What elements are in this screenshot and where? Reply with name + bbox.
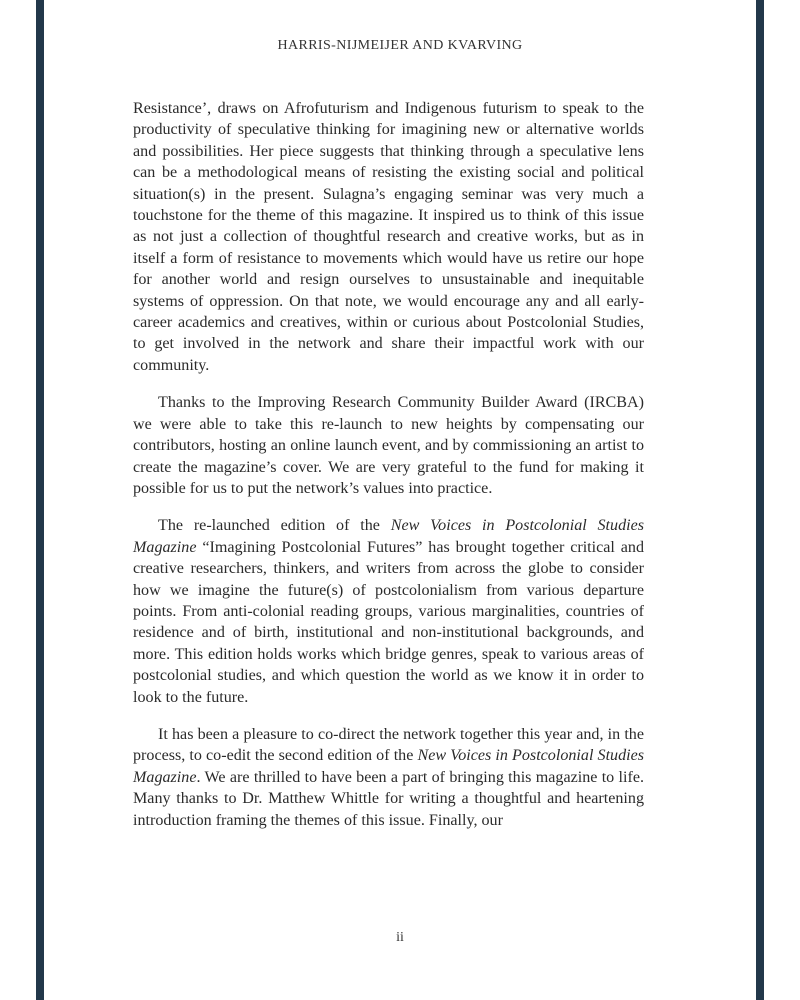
body-text xyxy=(133,98,644,831)
paragraph-1 xyxy=(133,98,644,376)
page-edge-left xyxy=(36,0,44,1000)
page-edge-right xyxy=(756,0,764,1000)
paragraph-4-lead: It has been a pleasure to co-direct the network together this year and, in the process, to co-edit the second edition of the xyxy=(133,725,644,765)
paragraph-3-rest: “Imagining Postcolonial Futures” has brought together critical and creative researchers, thinkers, and writers from across the globe to consider how we imagine the future(s) of postcolonialism from various departure points. From anti-colonial reading groups, various marginalities, countries of residence and of birth, institutional and non-institutional backgrounds, and more. This edition holds works which bridge genres, speak to various areas of postcolonial studies, and which question the world as we know it in order to look to the future. xyxy=(133,538,644,706)
paragraph-2 xyxy=(133,392,644,499)
paragraph-3-lead: The re-launched edition of the xyxy=(158,517,391,535)
page-number: ii xyxy=(396,930,404,945)
paragraph-4 xyxy=(133,724,644,831)
magazine-title-italic: New Voices in Postcolonial Studies Magazine xyxy=(133,517,644,556)
magazine-title-italic: New Voices in Postcolonial Studies Magazine xyxy=(133,747,645,786)
paragraph-3 xyxy=(133,515,644,708)
paragraph-1-text: Resistance’, draws on Afrofuturism and Indigenous futurism to speak to the productivity of speculative thinking for imagining new or alternative worlds and possibilities. Her piece suggests that thinking through a speculative lens can be a methodological means of resisting the existing social and political situation(s) in the present. Sulagna’s engaging seminar was very much a touchstone for the theme of this magazine. It inspired us to think of this issue as not just a collection of thoughtful research and creative works, but as in itself a form of resistance to movements which would have us retire our hope for another world and resign ourselves to unsustainable and inequitable systems of oppression. On that note, we would encourage any and all early-career academics and creatives, within or curious about Postcolonial Studies, to get involved in the network and share their impactful work with our community. xyxy=(133,100,644,374)
running-head: HARRIS-NIJMEIJER AND KVARVING xyxy=(277,38,523,53)
paragraph-2-text: Thanks to the Improving Research Community Builder Award (IRCBA) we were able to take this re-launch to new heights by compensating our contributors, hosting an online launch event, and by commissioning an artist to create the magazine’s cover. We are very grateful to the fund for making it possible for us to put the network’s values into practice. xyxy=(133,394,644,497)
paragraph-4-rest: . We are thrilled to have been a part of bringing this magazine to life. Many thanks to Dr. Matthew Whittle for writing a thoughtful and heartening introduction framing the themes of this issue. Finally, our xyxy=(133,768,644,829)
